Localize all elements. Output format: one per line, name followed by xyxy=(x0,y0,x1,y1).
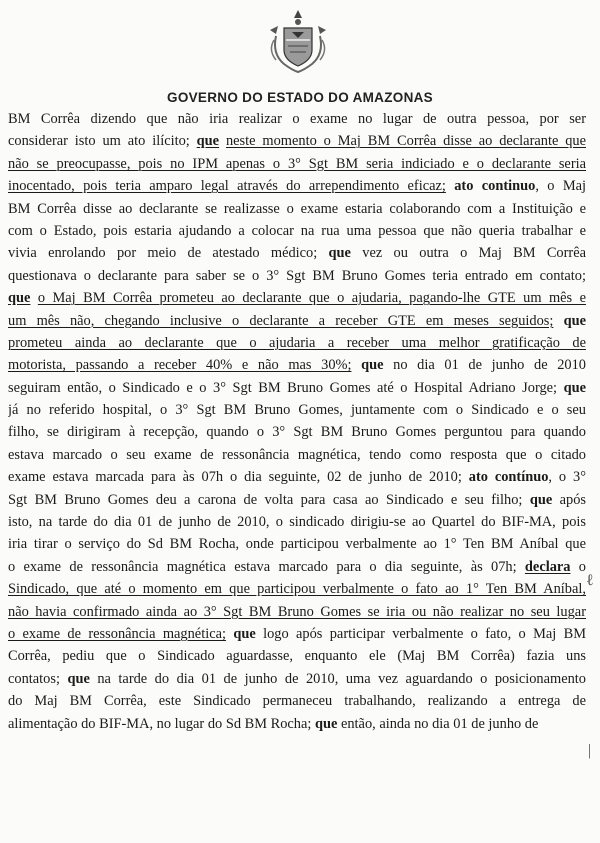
text-line: Corrêa, pediu que o Sindicado aguardasse, enquanto ele (Maj BM Corrêa) fazia uns xyxy=(8,648,586,665)
coat-of-arms-icon xyxy=(262,6,334,78)
text-line: que o Maj BM Corrêa prometeu ao declarante que o ajudaria, pagando-lhe GTE um mês e xyxy=(8,290,586,307)
text-line: BM Corrêa disse ao declarante se realizasse o exame estaria colaborando com a Instituição e xyxy=(8,200,586,217)
coat-of-arms-seal xyxy=(262,6,334,78)
document-body xyxy=(8,108,586,735)
text-line: não se preocupasse, pois no IPM apenas o 3° Sgt BM seria indiciado e o declarante seria xyxy=(8,155,586,172)
text-line: não havia confirmado ainda ao 3° Sgt BM Bruno Gomes se iria ou não realizar no seu lugar xyxy=(8,603,586,620)
text-line: iria tirar o serviço do Sd BM Rocha, onde participou verbalmente ao 1° Ten BM Aníbal que xyxy=(8,536,586,553)
text-line: já no referido hospital, o 3° Sgt BM Bruno Gomes, juntamente com o Sindicado e o seu xyxy=(8,402,586,419)
text-line: contatos; que na tarde do dia 01 de junho de 2010, uma vez aguardando o posicionamento xyxy=(8,670,586,687)
text-line: Sindicado, que até o momento em que participou verbalmente o fato ao 1° Ten BM Aníbal, xyxy=(8,581,586,598)
text-line: considerar isto um ato ilícito; que neste momento o Maj BM Corrêa disse ao declarante que xyxy=(8,133,586,150)
text-line: motorista, passando a receber 40% e não mas 30%; que no dia 01 de junho de 2010 xyxy=(8,357,586,374)
margin-tick-icon: | xyxy=(588,742,592,759)
margin-scribble-icon: ℓ xyxy=(586,572,594,589)
text-line: um mês não, chegando inclusive o declarante a receber GTE em meses seguidos; que xyxy=(8,312,586,329)
text-line: Sgt BM Bruno Gomes deu a carona de volta para casa ao Sindicado e seu filho; que após xyxy=(8,491,586,508)
text-line: estava marcado o seu exame de ressonância magnética, tendo como resposta que o citado xyxy=(8,446,586,463)
text-line: BM Corrêa dizendo que não iria realizar o exame no lugar de outra pessoa, por ser xyxy=(8,111,586,127)
text-line: exame estava marcada para às 07h o dia seguinte, 02 de junho de 2010; ato contínuo, o 3° xyxy=(8,469,586,486)
text-line: filho, se dirigiram à recepção, quando o 3° Sgt BM Bruno Gomes perguntou para quando xyxy=(8,424,586,441)
text-line: inocentado, pois teria amparo legal através do arrependimento eficaz; ato continuo, o Maj xyxy=(8,178,586,195)
text-line: prometeu ainda ao declarante que o ajudaria a receber uma melhor gratificação de xyxy=(8,334,586,351)
text-line: o exame de ressonância magnética estava marcado para o dia seguinte, às 07h; declara o xyxy=(8,558,586,575)
text-line: alimentação do BIF-MA, no lugar do Sd BM Rocha; que então, ainda no dia 01 de junho de xyxy=(8,715,539,732)
text-line: seguiram então, o Sindicado e o 3° Sgt BM Bruno Gomes até o Hospital Adriano Jorge; que xyxy=(8,379,586,396)
text-line: do Maj BM Corrêa, este Sindicado permaneceu trabalhando, realizando a entrega de xyxy=(8,693,586,710)
text-line: questionava o declarante para saber se o 3° Sgt BM Bruno Gomes teria entrado em contato; xyxy=(8,267,586,284)
government-header-title: GOVERNO DO ESTADO DO AMAZONAS xyxy=(167,90,433,105)
text-line: vivia enrolando por meio de atestado médico; que vez ou outra o Maj BM Corrêa xyxy=(8,245,586,262)
text-line: com o Estado, pois estaria ajudando a colocar na rua uma pessoa que não queria trabalhar e xyxy=(8,222,586,239)
text-line: o exame de ressonância magnética; que logo após participar verbalmente o fato, o Maj BM xyxy=(8,625,586,642)
text-line: isto, na tarde do dia 01 de junho de 2010, o sindicado dirigiu-se ao Quartel do BIF-MA, pois xyxy=(8,514,586,531)
